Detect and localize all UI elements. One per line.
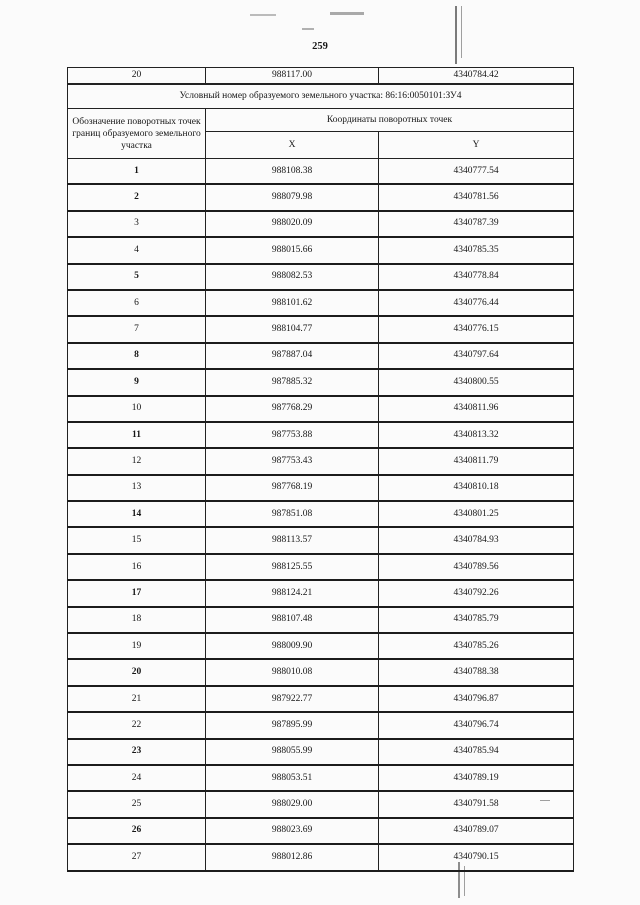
point-number-cell: 15 xyxy=(68,527,206,553)
x-coordinate-cell: 988104.77 xyxy=(206,316,379,342)
x-coordinate-cell: 987768.19 xyxy=(206,475,379,501)
point-number-cell: 10 xyxy=(68,396,206,422)
point-number-cell: 21 xyxy=(68,686,206,712)
y-coordinate-cell: 4340810.18 xyxy=(379,475,574,501)
y-coordinate-cell: 4340785.94 xyxy=(379,739,574,765)
x-coordinate-cell: 988023.69 xyxy=(206,818,379,844)
x-coordinate-cell: 987753.88 xyxy=(206,422,379,448)
x-coordinate-cell: 987753.43 xyxy=(206,448,379,474)
table-row xyxy=(68,211,574,237)
point-number-cell: 20 xyxy=(68,68,206,85)
x-coordinate-cell: 988055.99 xyxy=(206,739,379,765)
y-coordinate-cell: 4340813.32 xyxy=(379,422,574,448)
x-coordinate-cell: 988079.98 xyxy=(206,184,379,210)
table-row xyxy=(68,712,574,738)
table-row xyxy=(68,818,574,844)
y-coordinate-cell: 4340789.56 xyxy=(379,554,574,580)
x-coordinate-cell: 987922.77 xyxy=(206,686,379,712)
point-number-cell: 19 xyxy=(68,633,206,659)
table-row xyxy=(68,554,574,580)
table-row xyxy=(68,448,574,474)
point-number-cell: 24 xyxy=(68,765,206,791)
table-row xyxy=(68,633,574,659)
point-number-cell: 23 xyxy=(68,739,206,765)
table-row xyxy=(68,501,574,527)
table-row xyxy=(68,791,574,817)
point-number-cell: 7 xyxy=(68,316,206,342)
x-coordinate-cell: 988015.66 xyxy=(206,237,379,263)
x-coordinate-cell: 988108.38 xyxy=(206,159,379,185)
y-coordinate-cell: 4340801.25 xyxy=(379,501,574,527)
plot-title-row xyxy=(68,84,574,109)
point-number-cell: 3 xyxy=(68,211,206,237)
x-coordinate-cell: 988101.62 xyxy=(206,290,379,316)
point-number-cell: 27 xyxy=(68,844,206,870)
x-coordinate-cell: 988117.00 xyxy=(206,68,379,85)
point-number-cell: 18 xyxy=(68,607,206,633)
x-coordinate-cell: 988125.55 xyxy=(206,554,379,580)
point-number-cell: 1 xyxy=(68,159,206,185)
table-row xyxy=(68,686,574,712)
table-row xyxy=(68,316,574,342)
table-row xyxy=(68,422,574,448)
x-coordinate-cell: 987887.04 xyxy=(206,343,379,369)
table-row xyxy=(68,659,574,685)
point-number-cell: 13 xyxy=(68,475,206,501)
y-coordinate-cell: 4340777.54 xyxy=(379,159,574,185)
table-row-previous xyxy=(68,68,574,85)
point-number-cell: 17 xyxy=(68,580,206,606)
table-row xyxy=(68,580,574,606)
table-row xyxy=(68,184,574,210)
y-coordinate-cell: 4340781.56 xyxy=(379,184,574,210)
point-number-cell: 20 xyxy=(68,659,206,685)
y-coordinate-cell: 4340788.38 xyxy=(379,659,574,685)
y-coordinate-cell: 4340785.79 xyxy=(379,607,574,633)
y-coordinate-cell: 4340800.55 xyxy=(379,369,574,395)
table-row xyxy=(68,844,574,870)
table-row xyxy=(68,739,574,765)
x-coordinate-cell: 988009.90 xyxy=(206,633,379,659)
scan-artifact-binder-top xyxy=(455,6,457,64)
x-coordinate-cell: 987895.99 xyxy=(206,712,379,738)
y-coordinate-cell: 4340785.35 xyxy=(379,237,574,263)
table-row xyxy=(68,765,574,791)
scan-artifact-top xyxy=(330,12,364,15)
point-number-cell: 9 xyxy=(68,369,206,395)
point-number-cell: 6 xyxy=(68,290,206,316)
point-number-cell: 16 xyxy=(68,554,206,580)
point-number-cell: 11 xyxy=(68,422,206,448)
point-number-cell: 5 xyxy=(68,264,206,290)
y-coordinate-cell: 4340787.39 xyxy=(379,211,574,237)
x-coordinate-cell: 988029.00 xyxy=(206,791,379,817)
y-coordinate-cell: 4340784.42 xyxy=(379,68,574,85)
scan-artifact-top xyxy=(250,14,276,16)
x-coordinate-cell: 988082.53 xyxy=(206,264,379,290)
x-coordinate-cell: 988053.51 xyxy=(206,765,379,791)
header-y: Y xyxy=(379,132,574,159)
header-x: X xyxy=(206,132,379,159)
table-header-row xyxy=(68,109,574,132)
x-coordinate-cell: 988010.08 xyxy=(206,659,379,685)
table-row xyxy=(68,527,574,553)
y-coordinate-cell: 4340811.96 xyxy=(379,396,574,422)
y-coordinate-cell: 4340778.84 xyxy=(379,264,574,290)
table-row xyxy=(68,343,574,369)
point-number-cell: 12 xyxy=(68,448,206,474)
x-coordinate-cell: 988107.48 xyxy=(206,607,379,633)
table-row xyxy=(68,607,574,633)
header-designation: Обозначение поворотных точек границ образуемого земельного участка xyxy=(68,109,206,159)
y-coordinate-cell: 4340784.93 xyxy=(379,527,574,553)
table-row xyxy=(68,159,574,185)
x-coordinate-cell: 988113.57 xyxy=(206,527,379,553)
plot-title: Условный номер образуемого земельного участка: 86:16:0050101:ЗУ4 xyxy=(68,84,574,109)
point-number-cell: 25 xyxy=(68,791,206,817)
point-number-cell: 8 xyxy=(68,343,206,369)
x-coordinate-cell: 988124.21 xyxy=(206,580,379,606)
table-row xyxy=(68,396,574,422)
scan-artifact-top xyxy=(302,28,314,30)
y-coordinate-cell: 4340776.44 xyxy=(379,290,574,316)
x-coordinate-cell: 987885.32 xyxy=(206,369,379,395)
header-coordinates: Координаты поворотных точек xyxy=(206,109,574,132)
y-coordinate-cell: 4340796.87 xyxy=(379,686,574,712)
y-coordinate-cell: 4340811.79 xyxy=(379,448,574,474)
point-number-cell: 4 xyxy=(68,237,206,263)
x-coordinate-cell: 987768.29 xyxy=(206,396,379,422)
y-coordinate-cell: 4340797.64 xyxy=(379,343,574,369)
table-row xyxy=(68,290,574,316)
y-coordinate-cell: 4340796.74 xyxy=(379,712,574,738)
point-number-cell: 14 xyxy=(68,501,206,527)
y-coordinate-cell: 4340790.15 xyxy=(379,844,574,870)
y-coordinate-cell: 4340785.26 xyxy=(379,633,574,659)
coordinates-table xyxy=(67,67,574,872)
y-coordinate-cell: 4340789.19 xyxy=(379,765,574,791)
table-row xyxy=(68,475,574,501)
x-coordinate-cell: 988012.86 xyxy=(206,844,379,870)
table-row xyxy=(68,264,574,290)
y-coordinate-cell: 4340791.58 xyxy=(379,791,574,817)
y-coordinate-cell: 4340789.07 xyxy=(379,818,574,844)
table-row xyxy=(68,237,574,263)
table-row xyxy=(68,369,574,395)
point-number-cell: 2 xyxy=(68,184,206,210)
y-coordinate-cell: 4340792.26 xyxy=(379,580,574,606)
point-number-cell: 26 xyxy=(68,818,206,844)
x-coordinate-cell: 988020.09 xyxy=(206,211,379,237)
point-number-cell: 22 xyxy=(68,712,206,738)
y-coordinate-cell: 4340776.15 xyxy=(379,316,574,342)
page-number: 259 xyxy=(312,41,328,52)
x-coordinate-cell: 987851.08 xyxy=(206,501,379,527)
